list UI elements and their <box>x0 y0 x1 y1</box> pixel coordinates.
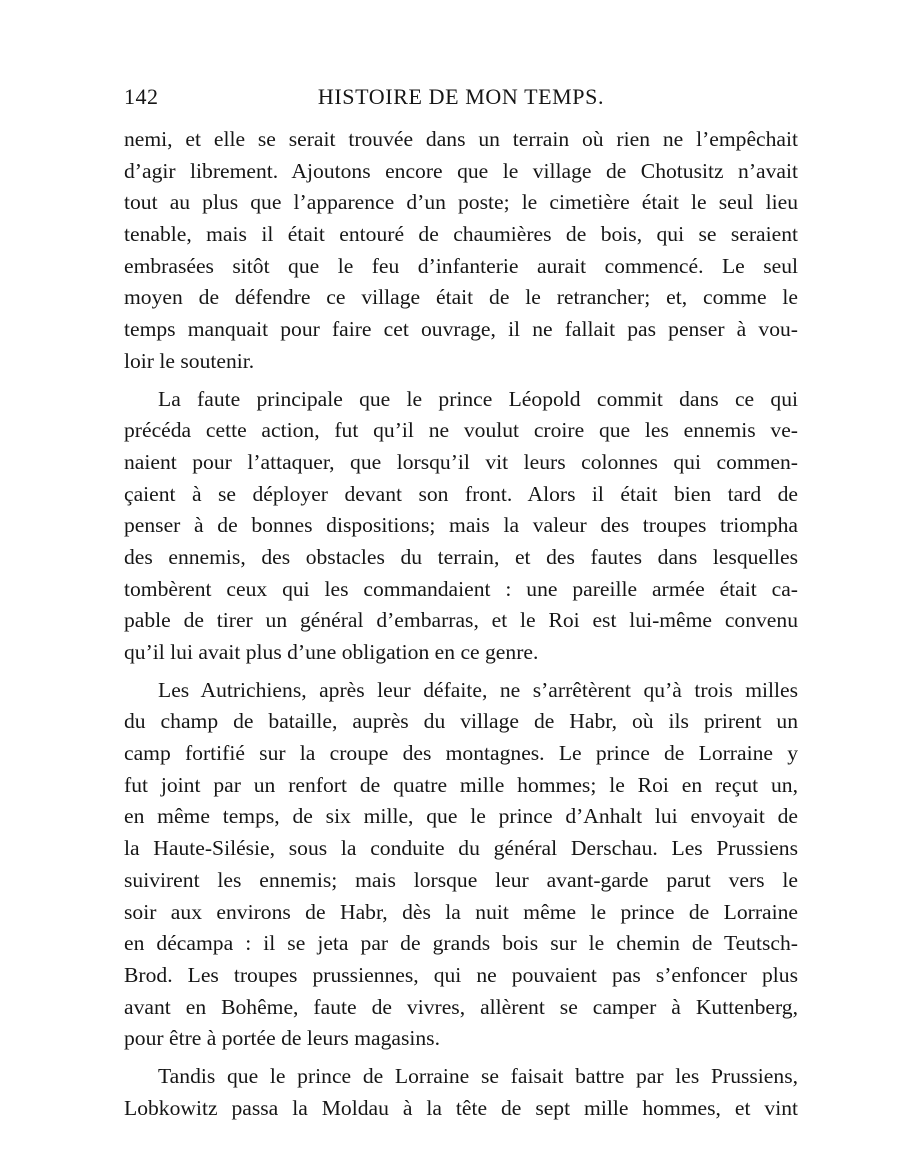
paragraph <box>124 384 798 669</box>
paragraph <box>124 1061 798 1124</box>
text-line: Lobkowitz passa la Moldau à la tête de sept mille hommes, et vint <box>124 1095 798 1120</box>
text-line: loir le soutenir. <box>124 348 255 373</box>
text-line: suivirent les ennemis; mais lorsque leur avant-garde parut vers le <box>124 867 798 892</box>
text-line: d’agir librement. Ajoutons encore que le village de Chotusitz n’avait <box>124 158 798 183</box>
text-line: tenable, mais il était entouré de chaumières de bois, qui se seraient <box>124 222 798 247</box>
text-line: précéda cette action, fut qu’il ne voulut croire que les ennemis ve- <box>124 418 798 443</box>
text-line: en décampa : il se jeta par de grands bois sur le chemin de Teutsch- <box>124 931 798 956</box>
text-line: qu’il lui avait plus d’une obligation en ce genre. <box>124 640 539 664</box>
text-line: Les Autrichiens, après leur défaite, ne s’arrêtèrent qu’à trois milles <box>158 677 798 702</box>
text-line: La faute principale que le prince Léopold commit dans ce qui <box>158 386 798 411</box>
text-line: Tandis que le prince de Lorraine se faisait battre par les Prussiens, <box>158 1063 798 1088</box>
text-line: çaient à se déployer devant son front. Alors il était bien tard de <box>124 481 798 506</box>
text-line: moyen de défendre ce village était de le retrancher; et, comme le <box>124 285 798 310</box>
text-line: camp fortifié sur la croupe des montagnes. Le prince de Lorraine y <box>124 741 798 766</box>
text-line: en même temps, de six mille, que le prince d’Anhalt lui envoyait de <box>124 804 798 829</box>
body-text <box>124 124 798 1124</box>
text-line: du champ de bataille, auprès du village de Habr, où ils prirent un <box>124 709 798 734</box>
text-line: avant en Bohême, faute de vivres, allèrent se camper à Kuttenberg, <box>124 994 798 1019</box>
text-line: tombèrent ceux qui les commandaient : une pareille armée était ca- <box>124 576 798 601</box>
text-line: la Haute-Silésie, sous la conduite du général Derschau. Les Prussiens <box>124 836 798 861</box>
text-line: embrasées sitôt que le feu d’infanterie aurait commencé. Le seul <box>124 253 798 278</box>
text-line: naient pour l’attaquer, que lorsqu’il vit leurs colonnes qui commen- <box>124 449 798 474</box>
running-head <box>124 84 798 114</box>
paragraph <box>124 124 798 378</box>
text-line: pable de tirer un général d’embarras, et le Roi est lui-même convenu <box>124 608 798 633</box>
text-line: soir aux environs de Habr, dès la nuit même le prince de Lorraine <box>124 899 798 924</box>
text-line: Brod. Les troupes prussiennes, qui ne pouvaient pas s’enfoncer plus <box>124 962 798 987</box>
text-line: penser à de bonnes dispositions; mais la valeur des troupes triompha <box>124 513 798 538</box>
running-title: HISTOIRE DE MON TEMPS. <box>317 84 605 109</box>
text-line: des ennemis, des obstacles du terrain, et des fautes dans lesquelles <box>124 544 798 569</box>
text-line: fut joint par un renfort de quatre mille hommes; le Roi en reçut un, <box>124 772 798 797</box>
text-line: temps manquait pour faire cet ouvrage, il ne fallait pas penser à vou- <box>124 317 798 342</box>
text-line: nemi, et elle se serait trouvée dans un terrain où rien ne l’empêchait <box>124 127 798 151</box>
paragraph <box>124 675 798 1055</box>
text-line: tout au plus que l’apparence d’un poste; le cimetière était le seul lieu <box>124 190 798 215</box>
page-number: 142 <box>124 84 159 109</box>
text-line: pour être à portée de leurs magasins. <box>124 1026 440 1051</box>
